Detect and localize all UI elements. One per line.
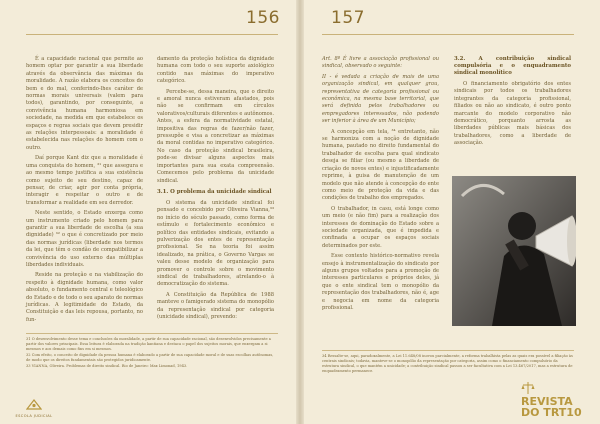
footnote: 33 VIANNA, Oliveira. Problemas de direito sindical. Rio de Janeiro: Max Limonad, 1943. [26, 364, 188, 368]
left-column-1 [26, 56, 143, 327]
paragraph: Neste sentido, o Estado enxerga como um instrumento criado pelo homem para garantir a sua liberdade de escolha (a sua dignidade) ³² o que é concretizado por meio das normas jurídicas (liberdade nos termos da lei, que têm o condão de compatibilizar a convivência do uso externo das múltiplas liberdades individuais. [26, 210, 143, 268]
book-gutter [296, 0, 304, 424]
page-number-left: 156 [246, 8, 280, 28]
paragraph: A concepção em tela, ³⁴ entretanto, não se harmoniza com a noção de dignidade humana, pautado no direito fundamental do trabalhador de escolha para qual sindicato deseja se filiar (ou mesmo a liberdade de criação de novos entes) e injustificadamente reprime, à guisa de manutenção de um modelo que não atende à concepção do ente como meio de proteção da vida e das condições de trabalho dos empregados. [322, 128, 439, 202]
footnote: 34 Ressalte-se, aqui, paradoxalmente, a Lei 11.648/08 inovou parcialmente, a reforma trabalhista pelas as quais era possível a filiação às centrais sindicais; todavia, manteve-se o monopólio da representação por categoria, assim como o financiamento compulsório da estrutura sindical, o que mantém a unicidade; a contribuição sindical passou a ser facultativa com a Lei 13.467/2017, mas a estrutura de enquadramento permanece. [322, 354, 573, 373]
paragraph: Reside na proteção e na viabilização do respeito à dignidade humana, como valor absoluto, o fundamento central e teleológico do Estado e de todo o seu aparato de normas jurídicas. A legitimidade do Estado, da Constituição e das leis repousa, portanto, no fun- [26, 272, 143, 323]
revista-trt10-logo [521, 377, 595, 418]
footnote: 31 O desenvolvimento desse tema e conclusões da moralidade, a partir de sua capacidade racional, são desenvolvidos precisamente a partir dos valores principais. Essa leitura é elaborada na tradição kantiana e destaca o papel dos sujeitos morais, que enxergam a si mesmos e aos demais como fins em si mesmos. [26, 337, 271, 351]
header-rule-left [26, 34, 278, 35]
paragraph: A Constituição da República de 1988 manteve o famigerado sistema do monopólio da representação sindical por categoria (unicidade sindical), prevendo: [157, 291, 274, 320]
escola-judicial-logo [14, 395, 54, 418]
section-heading: 3.2. A contribuição sindical compulsória e o enquadramento sindical monolítico [454, 56, 571, 76]
paragraph: O financiamento obrigatório dos entes sindicais por todos os trabalhadores integrantes da categoria profissional, filiados ou não ao sindicato, é outro ponto marcante do modelo corporativo não democrático, porquanto arrosta as liberdades públicas mais básicas dos trabalhadores, como a liberdade de associação. [454, 81, 571, 147]
paragraph: Daí porque Kant diz que a moralidade é uma conquista do homem, ³¹ que assegura e ao mesmo tempo justifica a sua existência como sujeito de seu destino, capaz de pensar, de criar, agir por conta própria, interagir e respeitar o outro e de transformar a realidade em seu derredor. [26, 155, 143, 206]
paragraph: Esse contexto histórico-normativo revela ensejo à instrumentalização do sindicato por alguns grupos voltados para a promoção de interesses particulares e próprios deles, já que o ente sindical tem o monopólio da representação dos trabalhadores, não é, age e negocia em nome da categoria profissional. [322, 253, 439, 311]
header-rule-right [322, 34, 574, 35]
brand-label: ESCOLA JUDICIAL [15, 414, 53, 418]
emblem-icon [26, 398, 42, 410]
right-column-1 [322, 56, 439, 315]
brand-title-bottom: DO TRT10 [521, 406, 582, 419]
footnotes-left [26, 333, 278, 370]
quote-article: Art. 8º É livre a associação profissional ou sindical, observado o seguinte: [322, 56, 439, 70]
right-column-2 [454, 56, 571, 151]
page-number-right: 157 [331, 8, 365, 28]
quote-item: II - é vedada a criação de mais de uma organização sindical, em qualquer grau, representativa de categoria profissional ou econômica, na mesma base territorial, que será definida pelos trabalhadores ou empregadores interessados, não podendo ser inferior à área de um Município; [322, 73, 439, 125]
paragraph: O trabalhador, in casu, está longe como um meio (e não fim) para a realização dos interesses de dominação do Estado sobre a sociedade organizada, que é impedida e confinada a ocupar os espaços sociais determinados por este. [322, 205, 439, 249]
footnotes-right [322, 350, 574, 375]
footnote: 32 Com efeito, o conceito de dignidade da pessoa humana é elaborado a partir de sua capacidade moral e de suas escolhas autônomas, de modo que os direitos fundamentais são protegidos juridicamente. [26, 353, 274, 362]
section-heading: 3.1. O problema da unicidade sindical [157, 188, 272, 195]
balance-scale-icon [521, 381, 535, 395]
brand-title-top: REVISTA [521, 395, 573, 408]
paragraph: damento da proteção holística da dignidade humana com todo o seu suporte axiológico contido nas máximas do imperativo categórico. [157, 56, 274, 85]
paragraph: Percebe-se, dessa maneira, que o direito e amoral nunca estiveram afastados, pois não se confirmam em círculos valorativos/culturais diferentes e autônomos. Antes, a esfera da normatividade estatal, impositiva das regras de fazer/não fazer, pressupõe e visa a concretizar as máximas da moral contidas no imperativo categórico. No caso da proteção sindical brasileira, pode-se divisar alguns aspectos mais importantes para sua exata compreensão. Comecemos pelo problema da unicidade sindical. [157, 88, 274, 184]
protester-megaphone-image [452, 176, 576, 326]
paragraph: É a capacidade racional que permite ao homem optar por garantir a sua liberdade através da observância das máximas da moralidade. A razão elabora os conceitos do bem e do mal, conferindo-lhes caráter de normas morais universais (valem para todos), garantindo, por conseguinte, a convivência humana harmoniosa em sociedade, na medida em que estabelece os espaços e regras sociais que devem presidir as relações interpessoais: a moralidade é estabelecida nas relações do homem com o outro. [26, 56, 143, 151]
left-column-2 [157, 56, 274, 324]
paragraph: O sistema da unicidade sindical foi pensado e concebido por Oliveira Vianna,³³ no início do século passado, como forma de estímulo e fortalecimento econômico e político das entidades sindicais, evitando a pulverização dos entes de representação profissional. Se na teoria foi assim idealizado, na prática, o Governo Vargas se valeu desse modelo de organização para promover o controle sobre o movimento sindical de trabalhadores, atrelando-o à democratização do sistema. [157, 199, 274, 288]
